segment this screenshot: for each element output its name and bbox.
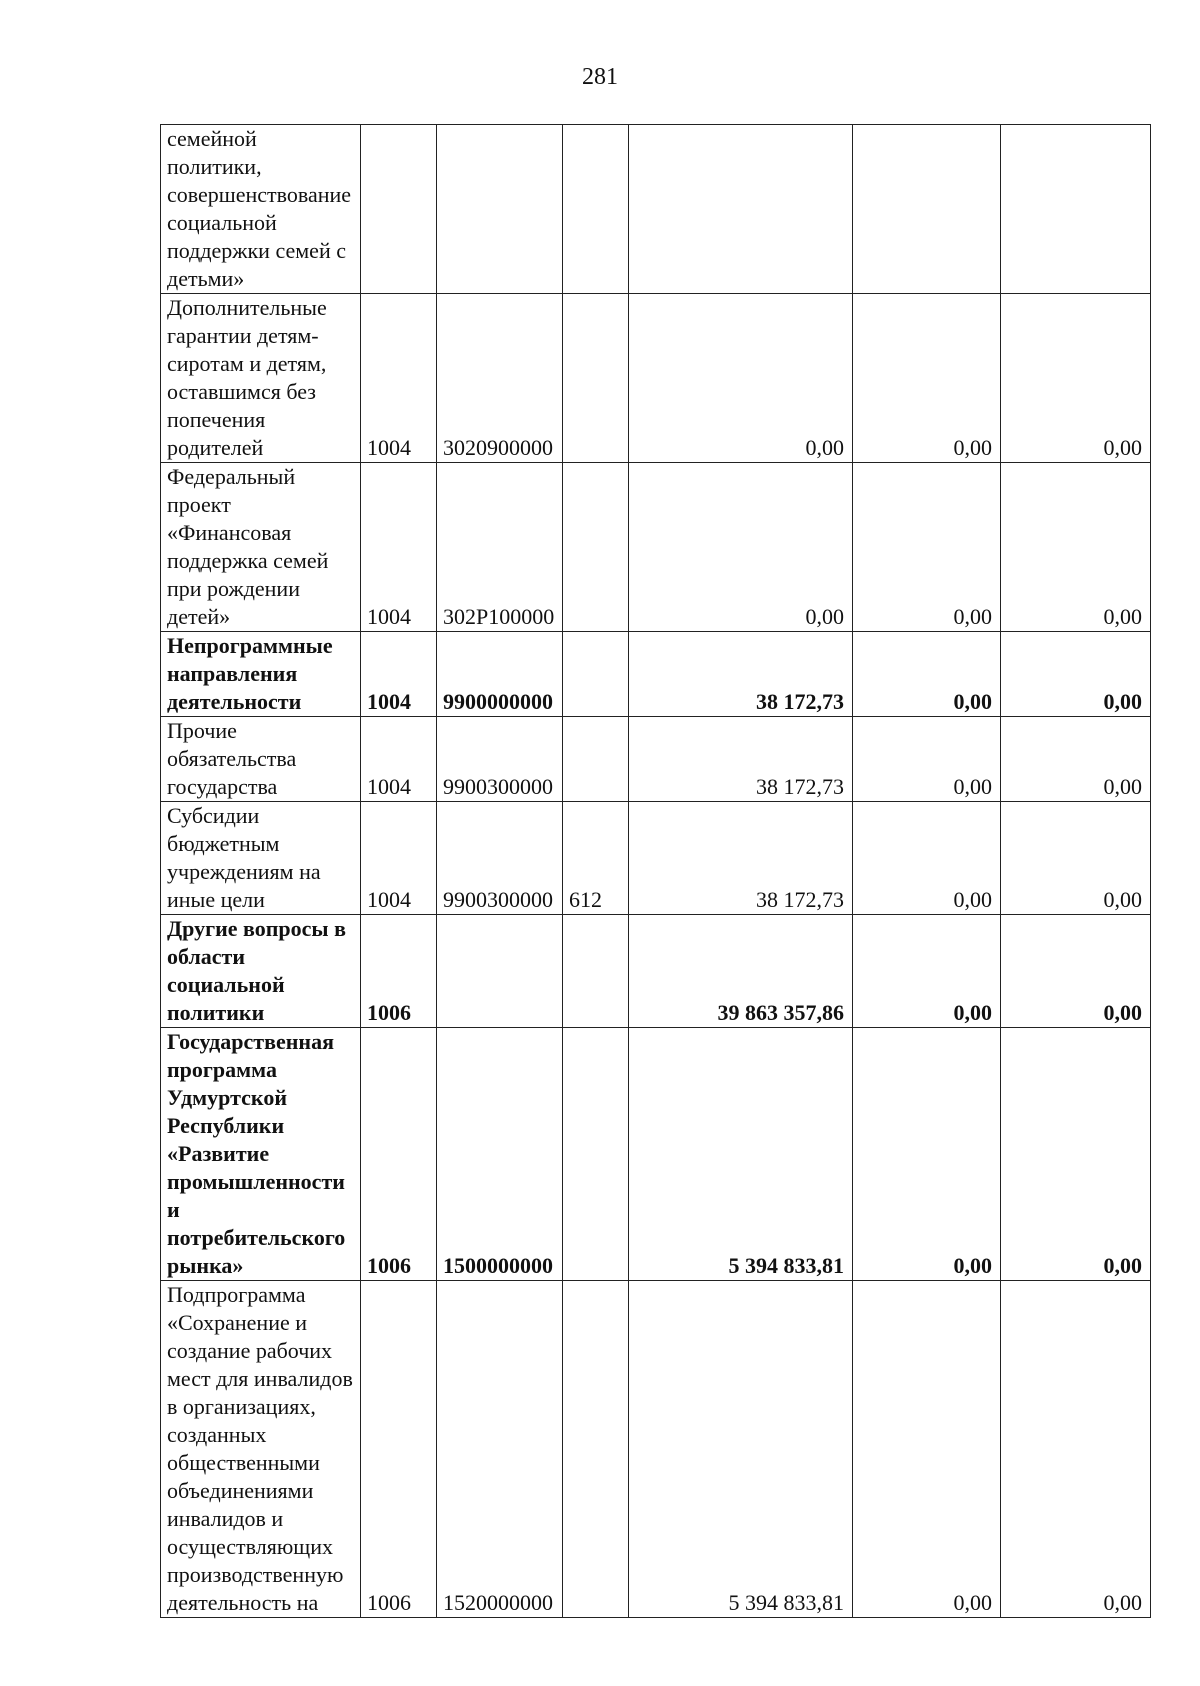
amount-cell-1: 0,00	[629, 463, 853, 632]
table-row	[161, 294, 1151, 463]
expense-type-cell	[563, 1028, 629, 1281]
amount-cell-3: 0,00	[1001, 1281, 1151, 1618]
target-code-cell: 302Р100000	[437, 463, 563, 632]
expense-type-cell	[563, 915, 629, 1028]
row-name-cell: Субсидии бюджетным учреждениям на иные цели	[161, 802, 361, 915]
section-code-cell: 1004	[361, 632, 437, 717]
amount-cell-2	[853, 125, 1001, 294]
expense-type-cell	[563, 463, 629, 632]
expense-type-cell	[563, 717, 629, 802]
page-number: 281	[582, 64, 618, 90]
row-name-cell: Дополнительные гарантии детям- сиротам и детям, оставшимся без попечения родителей	[161, 294, 361, 463]
section-code-cell: 1004	[361, 294, 437, 463]
table-row	[161, 1028, 1151, 1281]
row-name-cell: Непрограммные направления деятельности	[161, 632, 361, 717]
amount-cell-1: 0,00	[629, 294, 853, 463]
amount-cell-1: 5 394 833,81	[629, 1028, 853, 1281]
row-name-cell: Прочие обязательства государства	[161, 717, 361, 802]
target-code-cell	[437, 915, 563, 1028]
amount-cell-2: 0,00	[853, 915, 1001, 1028]
amount-cell-1: 5 394 833,81	[629, 1281, 853, 1618]
section-code-cell: 1004	[361, 463, 437, 632]
amount-cell-3: 0,00	[1001, 463, 1151, 632]
table-row	[161, 125, 1151, 294]
row-name-cell: Федеральный проект «Финансовая поддержка семей при рождении детей»	[161, 463, 361, 632]
amount-cell-2: 0,00	[853, 1281, 1001, 1618]
section-code-cell: 1006	[361, 1281, 437, 1618]
target-code-cell: 1520000000	[437, 1281, 563, 1618]
amount-cell-1	[629, 125, 853, 294]
amount-cell-2: 0,00	[853, 294, 1001, 463]
amount-cell-1: 39 863 357,86	[629, 915, 853, 1028]
amount-cell-3: 0,00	[1001, 717, 1151, 802]
section-code-cell: 1006	[361, 1028, 437, 1281]
target-code-cell: 1500000000	[437, 1028, 563, 1281]
amount-cell-1: 38 172,73	[629, 717, 853, 802]
table-row	[161, 632, 1151, 717]
row-name-cell: Государственная программа Удмуртской Республики «Развитие промышленности и потребительского рынка»	[161, 1028, 361, 1281]
table-row	[161, 717, 1151, 802]
amount-cell-2: 0,00	[853, 632, 1001, 717]
amount-cell-3: 0,00	[1001, 802, 1151, 915]
amount-cell-3	[1001, 125, 1151, 294]
amount-cell-2: 0,00	[853, 1028, 1001, 1281]
expense-type-cell	[563, 632, 629, 717]
section-code-cell: 1006	[361, 915, 437, 1028]
amount-cell-2: 0,00	[853, 802, 1001, 915]
table-row	[161, 1281, 1151, 1618]
expense-type-cell: 612	[563, 802, 629, 915]
amount-cell-1: 38 172,73	[629, 632, 853, 717]
budget-table	[160, 124, 1151, 1618]
target-code-cell: 9900300000	[437, 802, 563, 915]
section-code-cell: 1004	[361, 717, 437, 802]
table-row	[161, 802, 1151, 915]
expense-type-cell	[563, 294, 629, 463]
target-code-cell: 9900000000	[437, 632, 563, 717]
section-code-cell	[361, 125, 437, 294]
target-code-cell: 9900300000	[437, 717, 563, 802]
amount-cell-3: 0,00	[1001, 1028, 1151, 1281]
table-row	[161, 915, 1151, 1028]
amount-cell-2: 0,00	[853, 463, 1001, 632]
expense-type-cell	[563, 125, 629, 294]
row-name-cell: Подпрограмма «Сохранение и создание рабочих мест для инвалидов в организациях, созданных общественными объединениями инвалидов и осуществляющих производственную деятельность на	[161, 1281, 361, 1618]
amount-cell-2: 0,00	[853, 717, 1001, 802]
amount-cell-1: 38 172,73	[629, 802, 853, 915]
expense-type-cell	[563, 1281, 629, 1618]
table-row	[161, 463, 1151, 632]
amount-cell-3: 0,00	[1001, 915, 1151, 1028]
amount-cell-3: 0,00	[1001, 294, 1151, 463]
row-name-cell: Другие вопросы в области социальной политики	[161, 915, 361, 1028]
target-code-cell	[437, 125, 563, 294]
row-name-cell: семейной политики, совершенствование социальной поддержки семей с детьми»	[161, 125, 361, 294]
target-code-cell: 3020900000	[437, 294, 563, 463]
section-code-cell: 1004	[361, 802, 437, 915]
amount-cell-3: 0,00	[1001, 632, 1151, 717]
